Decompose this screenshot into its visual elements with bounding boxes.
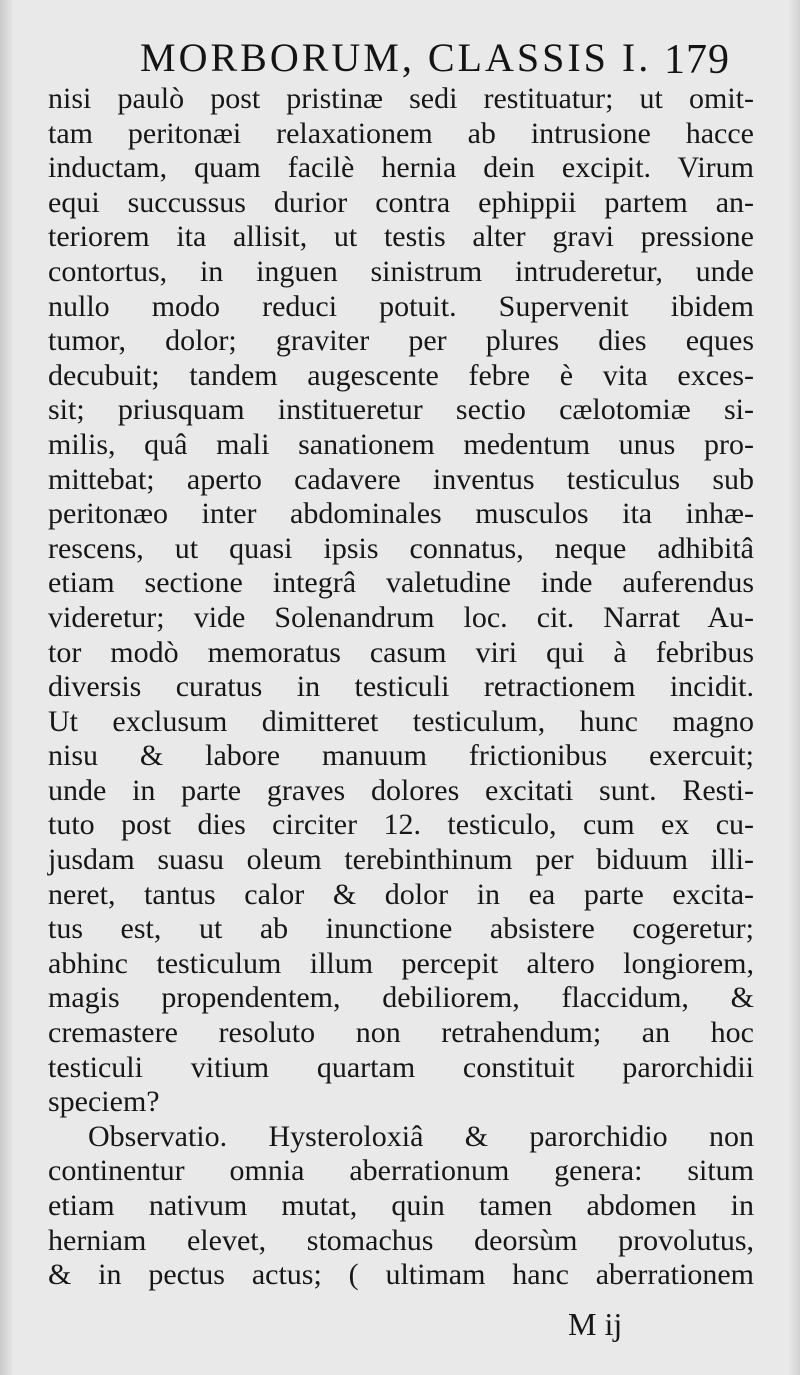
text-line: nisi paulò post pristinæ sedi restituatur; ut omit- — [48, 82, 754, 115]
text-line: unde in parte graves dolores excitati sunt. Resti- — [48, 773, 754, 807]
text-line: tor modò memoratus casum viri qui à febribus — [48, 635, 754, 669]
text-line: inductam, quam facilè hernia dein excipit. Virum — [48, 151, 754, 185]
text-line: speciem? — [48, 1085, 160, 1119]
text-line: tus est, ut ab inunctione absistere cogeretur; — [48, 912, 754, 946]
text-line: etiam nativum mutat, quin tamen abdomen in — [48, 1189, 754, 1222]
text-line: diversis curatus in testiculi retractionem incidit. — [48, 670, 754, 704]
page-right-edge — [788, 0, 800, 1375]
text-line: & in pectus actus; ( ultimam hanc aberrationem — [48, 1258, 754, 1292]
text-line: Ut exclusum dimitteret testiculum, hunc magno — [48, 704, 754, 738]
text-line: sit; priusquam institueretur sectio cælotomiæ si- — [48, 393, 754, 427]
text-line: milis, quâ mali sanationem medentum unus pro- — [48, 427, 754, 461]
text-line: nullo modo reduci potuit. Supervenit ibidem — [48, 289, 754, 323]
text-line: tuto post dies circiter 12. testiculo, cum ex cu- — [48, 808, 754, 842]
text-line: rescens, ut quasi ipsis connatus, neque adhibitâ — [48, 531, 754, 565]
text-line: neret, tantus calor & dolor in ea parte excita- — [48, 877, 754, 911]
text-line: jusdam suasu oleum terebinthinum per biduum illi- — [48, 843, 754, 877]
text-line: mittebat; aperto cadavere inventus testiculus sub — [48, 462, 754, 496]
text-line: equi succussus durior contra ephippii partem an- — [48, 185, 754, 219]
text-line: nisu & labore manuum frictionibus exercuit; — [48, 739, 754, 773]
text-line: etiam sectione integrâ valetudine inde auferendus — [48, 566, 754, 600]
text-line: contortus, in inguen sinistrum intruderetur, unde — [48, 254, 754, 288]
text-line: peritonæo inter abdominales musculos ita inhæ- — [48, 497, 754, 531]
text-line: herniam elevet, stomachus deorsùm provolutus, — [48, 1223, 754, 1257]
text-line: magis propendentem, debiliorem, flaccidum, & — [48, 981, 754, 1015]
running-head-title: MORBORUM, CLASSIS I. — [140, 35, 652, 80]
text-line: testiculi vitium quartam constituit parorchidii — [48, 1050, 754, 1084]
text-line: cremastere resoluto non retrahendum; an hoc — [48, 1016, 754, 1050]
text-line: videretur; vide Solenandrum loc. cit. Narrat Au- — [48, 600, 754, 634]
page-number: 179 — [664, 37, 730, 83]
text-line: decubuit; tandem augescente febre è vita exces- — [48, 358, 754, 392]
text-line: teriorem ita allisit, ut testis alter gravi pressione — [48, 220, 754, 254]
text-line: tumor, dolor; graviter per plures dies eques — [48, 324, 754, 358]
text-line: tam peritonæi relaxationem ab intrusione hacce — [48, 116, 754, 150]
body-text — [48, 82, 754, 1293]
text-line: abhinc testiculum illum percepit altero longiorem, — [48, 946, 754, 980]
page-left-edge — [0, 0, 14, 1375]
text-line: continentur omnia aberrationum genera: situm — [48, 1154, 754, 1188]
signature-mark: M ij — [568, 1306, 623, 1342]
text-line: Observatio. Hysteroloxiâ & parorchidio non — [88, 1119, 754, 1153]
